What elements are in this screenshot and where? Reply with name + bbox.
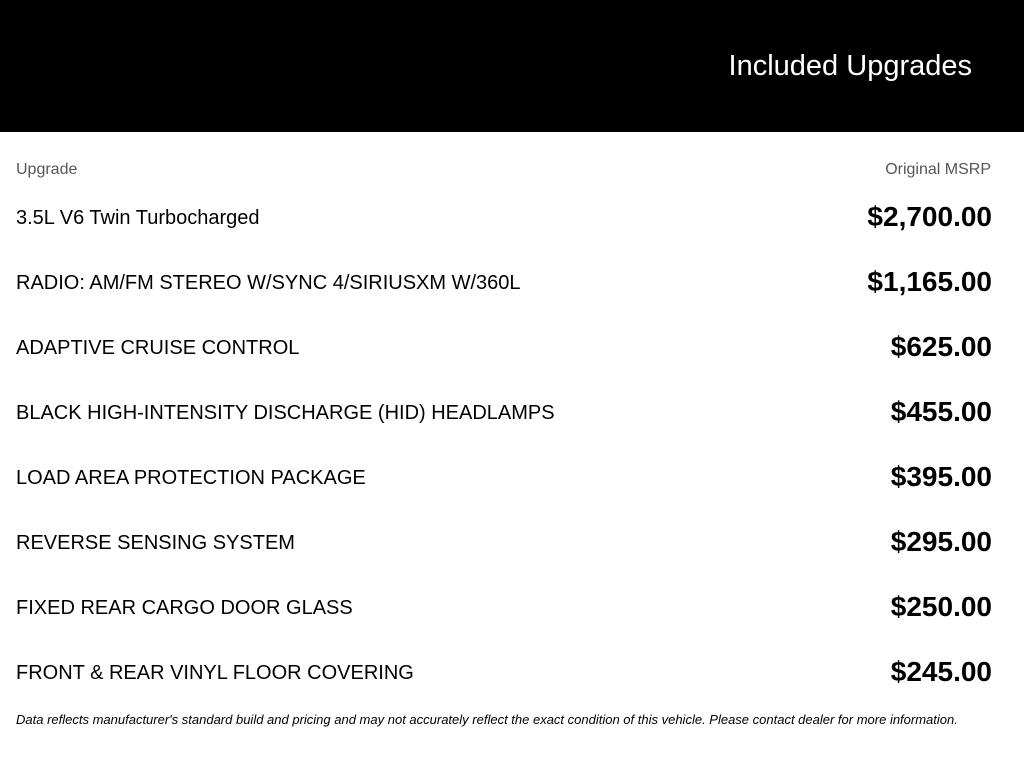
upgrade-name: LOAD AREA PROTECTION PACKAGE (16, 467, 366, 489)
upgrade-name: FIXED REAR CARGO DOOR GLASS (16, 597, 353, 619)
list-item (0, 250, 1024, 315)
upgrade-name: FRONT & REAR VINYL FLOOR COVERING (16, 662, 414, 684)
header-banner (0, 0, 1024, 132)
list-item (0, 445, 1024, 510)
column-header-upgrade: Upgrade (16, 161, 78, 178)
list-item (0, 640, 1024, 705)
upgrade-price: $245.00 (890, 656, 992, 687)
column-header-original-msrp: Original MSRP (885, 161, 991, 178)
upgrade-price: $295.00 (890, 526, 992, 557)
list-item (0, 575, 1024, 640)
upgrade-price: $2,700.00 (867, 201, 992, 232)
upgrades-list (0, 185, 1024, 705)
list-item (0, 510, 1024, 575)
list-item (0, 185, 1024, 250)
list-item (0, 380, 1024, 445)
upgrade-price: $1,165.00 (867, 266, 992, 297)
upgrade-name: ADAPTIVE CRUISE CONTROL (16, 337, 300, 359)
upgrade-name: REVERSE SENSING SYSTEM (16, 532, 295, 554)
page-title: Included Upgrades (728, 50, 972, 82)
upgrade-name: BLACK HIGH-INTENSITY DISCHARGE (HID) HEADLAMPS (16, 402, 555, 424)
upgrade-price: $455.00 (890, 396, 992, 427)
disclaimer-text: Data reflects manufacturer's standard build and pricing and may not accurately reflect the exact condition of this vehicle. Please contact dealer for more information. (16, 712, 958, 727)
upgrade-price: $250.00 (890, 591, 992, 622)
upgrade-name: RADIO: AM/FM STEREO W/SYNC 4/SIRIUSXM W/360L (16, 272, 521, 294)
list-item (0, 315, 1024, 380)
upgrade-price: $395.00 (890, 461, 992, 492)
upgrade-name: 3.5L V6 Twin Turbocharged (16, 207, 260, 229)
upgrade-price: $625.00 (890, 331, 992, 362)
